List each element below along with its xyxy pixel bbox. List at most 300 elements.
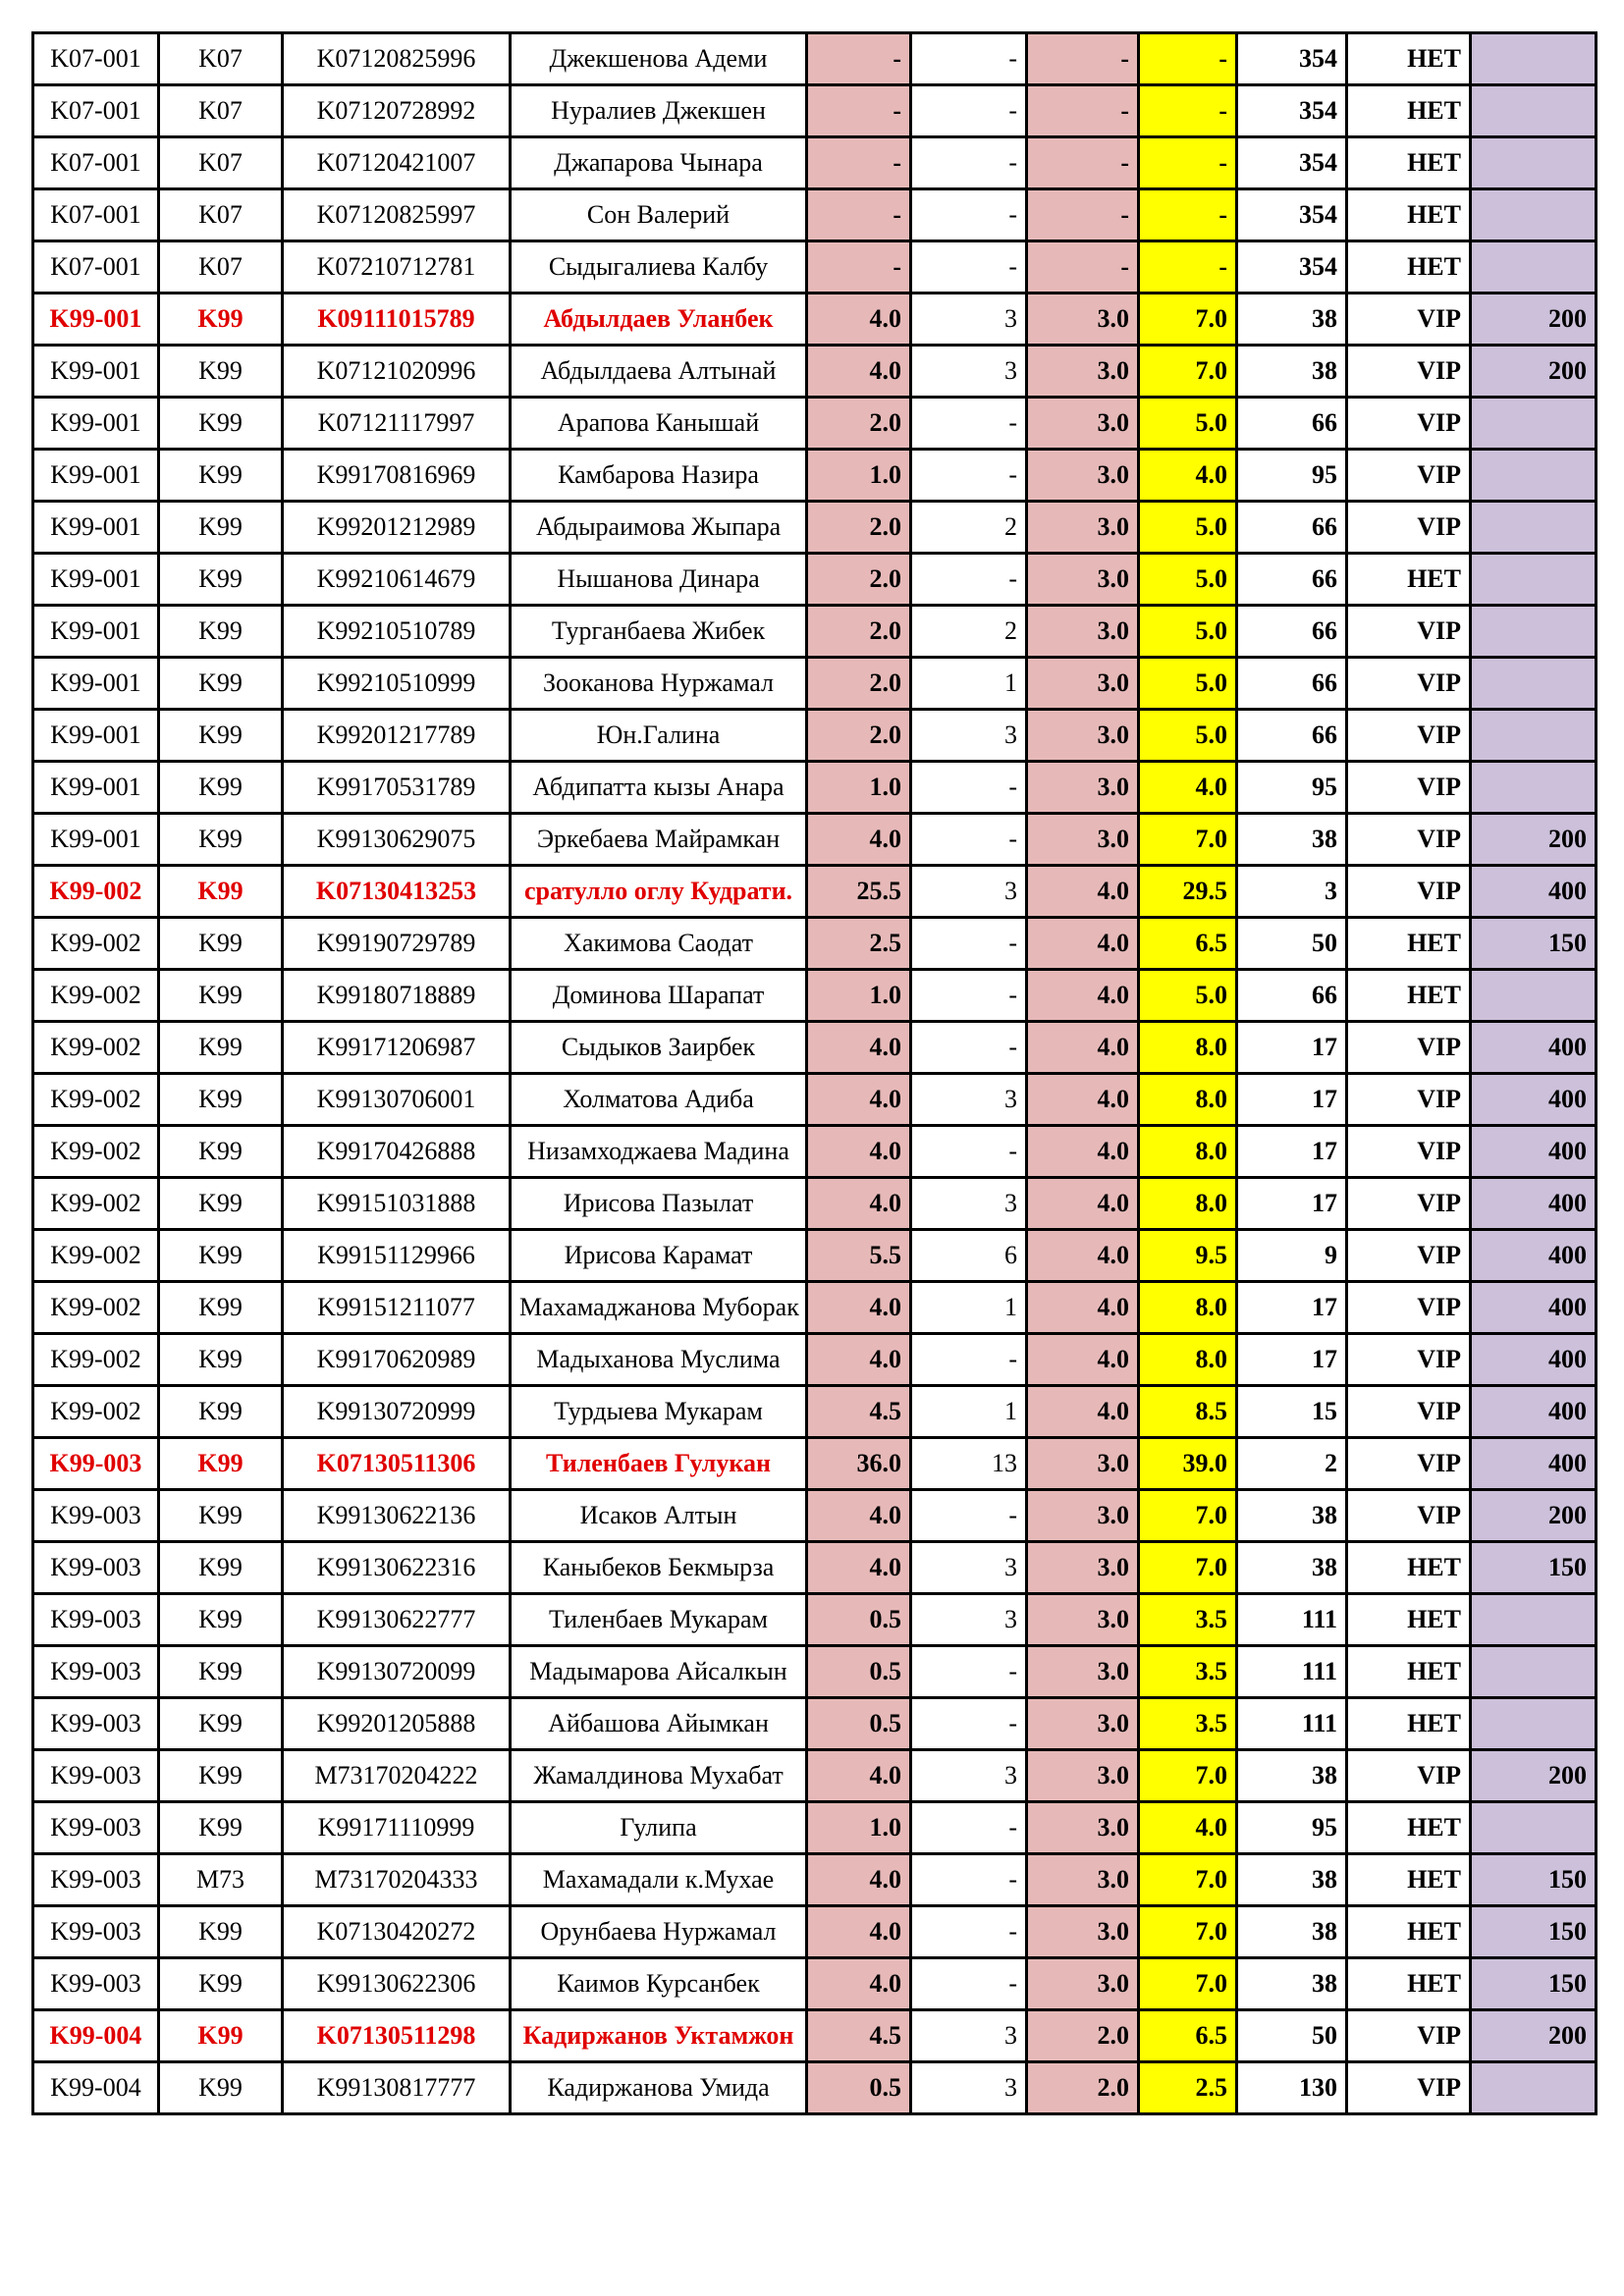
row-value-c-cell: 3.0: [1027, 1958, 1139, 2010]
row-rank-cell: 95: [1237, 450, 1347, 502]
row-rank-cell: 354: [1237, 189, 1347, 241]
row-value-c-cell: 3.0: [1027, 294, 1139, 346]
row-rank-cell: 354: [1237, 85, 1347, 137]
table-row: [33, 2010, 1597, 2062]
table-row: [33, 1906, 1597, 1958]
row-code-cell: K99-003: [33, 1802, 159, 1854]
row-code-cell: K99-002: [33, 1022, 159, 1074]
row-id-cell: K99171110999: [283, 1802, 511, 1854]
row-bonus-cell: [1471, 710, 1597, 762]
row-name-cell: сратулло оглу Кудрати.: [511, 866, 807, 918]
row-code-cell: K99-001: [33, 710, 159, 762]
row-status-cell: НЕТ: [1347, 33, 1471, 85]
row-code-cell: K99-003: [33, 1750, 159, 1802]
row-code-cell: K99-001: [33, 762, 159, 814]
row-bonus-cell: [1471, 554, 1597, 606]
row-value-b-cell: 3: [911, 866, 1027, 918]
row-value-b-cell: 2: [911, 502, 1027, 554]
row-code-cell: K99-001: [33, 554, 159, 606]
row-code-cell: K99-002: [33, 1386, 159, 1438]
row-status-cell: НЕТ: [1347, 189, 1471, 241]
row-status-cell: VIP: [1347, 1230, 1471, 1282]
row-status-cell: НЕТ: [1347, 1958, 1471, 2010]
row-group-cell: K99: [159, 866, 283, 918]
row-status-cell: НЕТ: [1347, 1854, 1471, 1906]
row-value-c-cell: -: [1027, 137, 1139, 189]
row-value-a-cell: -: [807, 241, 911, 294]
row-code-cell: K99-001: [33, 294, 159, 346]
table-row: [33, 85, 1597, 137]
row-name-cell: Низамходжаева Мадина: [511, 1126, 807, 1178]
row-value-b-cell: -: [911, 1854, 1027, 1906]
row-total-cell: 6.5: [1139, 918, 1237, 970]
row-value-c-cell: -: [1027, 33, 1139, 85]
row-id-cell: K99180718889: [283, 970, 511, 1022]
row-bonus-cell: [1471, 606, 1597, 658]
row-status-cell: VIP: [1347, 1438, 1471, 1490]
row-value-b-cell: -: [911, 1022, 1027, 1074]
row-rank-cell: 17: [1237, 1282, 1347, 1334]
row-value-a-cell: 4.0: [807, 1490, 911, 1542]
row-bonus-cell: 400: [1471, 866, 1597, 918]
row-status-cell: VIP: [1347, 398, 1471, 450]
row-value-c-cell: 3.0: [1027, 710, 1139, 762]
row-status-cell: НЕТ: [1347, 1594, 1471, 1646]
row-bonus-cell: 400: [1471, 1178, 1597, 1230]
row-group-cell: K99: [159, 294, 283, 346]
row-total-cell: 8.0: [1139, 1178, 1237, 1230]
row-id-cell: K07120825997: [283, 189, 511, 241]
row-value-a-cell: 4.0: [807, 1854, 911, 1906]
row-name-cell: Орунбаева Нуржамал: [511, 1906, 807, 1958]
row-status-cell: VIP: [1347, 814, 1471, 866]
row-status-cell: VIP: [1347, 710, 1471, 762]
row-group-cell: K99: [159, 1542, 283, 1594]
row-id-cell: K99201212989: [283, 502, 511, 554]
row-name-cell: Джекшенова Адеми: [511, 33, 807, 85]
row-id-cell: K99130622777: [283, 1594, 511, 1646]
row-value-b-cell: -: [911, 1802, 1027, 1854]
row-total-cell: 3.5: [1139, 1594, 1237, 1646]
row-group-cell: K99: [159, 970, 283, 1022]
row-total-cell: 3.5: [1139, 1646, 1237, 1698]
row-value-b-cell: 3: [911, 294, 1027, 346]
row-group-cell: K99: [159, 918, 283, 970]
row-name-cell: Кадиржанов Уктамжон: [511, 2010, 807, 2062]
row-id-cell: K99210614679: [283, 554, 511, 606]
row-total-cell: -: [1139, 137, 1237, 189]
row-bonus-cell: 150: [1471, 1906, 1597, 1958]
row-value-b-cell: -: [911, 85, 1027, 137]
row-code-cell: K99-003: [33, 1594, 159, 1646]
row-rank-cell: 354: [1237, 33, 1347, 85]
row-bonus-cell: [1471, 137, 1597, 189]
table-row: [33, 33, 1597, 85]
table-row: [33, 137, 1597, 189]
row-value-c-cell: 4.0: [1027, 1386, 1139, 1438]
row-code-cell: K99-001: [33, 606, 159, 658]
table-row: [33, 606, 1597, 658]
row-name-cell: Доминова Шарапат: [511, 970, 807, 1022]
row-name-cell: Камбарова Назира: [511, 450, 807, 502]
row-value-a-cell: 1.0: [807, 970, 911, 1022]
row-value-a-cell: 4.0: [807, 346, 911, 398]
row-name-cell: Зооканова Нуржамал: [511, 658, 807, 710]
row-value-c-cell: 3.0: [1027, 502, 1139, 554]
row-id-cell: K07130413253: [283, 866, 511, 918]
row-rank-cell: 38: [1237, 346, 1347, 398]
row-group-cell: K99: [159, 658, 283, 710]
table-row: [33, 970, 1597, 1022]
row-bonus-cell: [1471, 241, 1597, 294]
row-id-cell: K99171206987: [283, 1022, 511, 1074]
row-bonus-cell: 400: [1471, 1074, 1597, 1126]
row-rank-cell: 38: [1237, 1854, 1347, 1906]
table-row: [33, 710, 1597, 762]
row-id-cell: M73170204333: [283, 1854, 511, 1906]
row-name-cell: Айбашова Айымкан: [511, 1698, 807, 1750]
row-total-cell: -: [1139, 241, 1237, 294]
row-value-b-cell: -: [911, 1906, 1027, 1958]
row-total-cell: 5.0: [1139, 710, 1237, 762]
row-code-cell: K99-002: [33, 1178, 159, 1230]
table-row: [33, 398, 1597, 450]
row-bonus-cell: 200: [1471, 2010, 1597, 2062]
row-status-cell: НЕТ: [1347, 554, 1471, 606]
row-value-c-cell: 3.0: [1027, 1490, 1139, 1542]
row-code-cell: K07-001: [33, 241, 159, 294]
row-total-cell: 9.5: [1139, 1230, 1237, 1282]
members-table: [31, 31, 1597, 2115]
row-group-cell: K99: [159, 1022, 283, 1074]
table-row: [33, 1126, 1597, 1178]
row-status-cell: НЕТ: [1347, 1802, 1471, 1854]
row-value-b-cell: 13: [911, 1438, 1027, 1490]
row-value-b-cell: -: [911, 241, 1027, 294]
row-value-b-cell: 3: [911, 2062, 1027, 2114]
row-value-c-cell: 4.0: [1027, 1178, 1139, 1230]
row-id-cell: K99210510999: [283, 658, 511, 710]
row-value-a-cell: 4.0: [807, 1126, 911, 1178]
row-value-a-cell: 4.5: [807, 1386, 911, 1438]
row-value-a-cell: 4.0: [807, 1282, 911, 1334]
row-name-cell: Сыдыков Заирбек: [511, 1022, 807, 1074]
row-status-cell: VIP: [1347, 1282, 1471, 1334]
row-group-cell: K07: [159, 85, 283, 137]
row-name-cell: Мадымарова Айсалкын: [511, 1646, 807, 1698]
row-value-a-cell: 2.5: [807, 918, 911, 970]
row-group-cell: K99: [159, 1282, 283, 1334]
row-value-a-cell: 4.0: [807, 1906, 911, 1958]
row-total-cell: 2.5: [1139, 2062, 1237, 2114]
row-status-cell: VIP: [1347, 1490, 1471, 1542]
row-bonus-cell: 400: [1471, 1022, 1597, 1074]
row-total-cell: 8.0: [1139, 1074, 1237, 1126]
row-value-a-cell: 0.5: [807, 1594, 911, 1646]
row-name-cell: Сыдыгалиева Калбу: [511, 241, 807, 294]
row-value-a-cell: -: [807, 85, 911, 137]
row-bonus-cell: 200: [1471, 1750, 1597, 1802]
row-bonus-cell: [1471, 2062, 1597, 2114]
row-name-cell: Абдылдаева Алтынай: [511, 346, 807, 398]
row-rank-cell: 38: [1237, 1490, 1347, 1542]
row-status-cell: НЕТ: [1347, 1646, 1471, 1698]
row-total-cell: 7.0: [1139, 346, 1237, 398]
row-value-a-cell: 4.0: [807, 1022, 911, 1074]
row-value-b-cell: 1: [911, 1282, 1027, 1334]
row-value-a-cell: 36.0: [807, 1438, 911, 1490]
row-total-cell: 4.0: [1139, 1802, 1237, 1854]
row-rank-cell: 130: [1237, 2062, 1347, 2114]
row-value-b-cell: -: [911, 1958, 1027, 2010]
row-value-a-cell: 2.0: [807, 606, 911, 658]
row-value-a-cell: 4.0: [807, 814, 911, 866]
row-code-cell: K99-003: [33, 1646, 159, 1698]
row-code-cell: K99-001: [33, 346, 159, 398]
row-name-cell: Тиленбаев Мукарам: [511, 1594, 807, 1646]
row-group-cell: K99: [159, 710, 283, 762]
row-id-cell: K99170620989: [283, 1334, 511, 1386]
row-rank-cell: 95: [1237, 1802, 1347, 1854]
row-total-cell: 8.5: [1139, 1386, 1237, 1438]
table-row: [33, 918, 1597, 970]
row-id-cell: K99130622316: [283, 1542, 511, 1594]
row-name-cell: Нышанова Динара: [511, 554, 807, 606]
row-rank-cell: 111: [1237, 1594, 1347, 1646]
row-value-b-cell: 3: [911, 1750, 1027, 1802]
table-row: [33, 554, 1597, 606]
row-id-cell: K07210712781: [283, 241, 511, 294]
row-total-cell: 4.0: [1139, 450, 1237, 502]
row-id-cell: K99170426888: [283, 1126, 511, 1178]
row-id-cell: K07130511306: [283, 1438, 511, 1490]
row-value-a-cell: 25.5: [807, 866, 911, 918]
row-id-cell: K07130420272: [283, 1906, 511, 1958]
row-rank-cell: 66: [1237, 502, 1347, 554]
row-name-cell: Нуралиев Джекшен: [511, 85, 807, 137]
row-code-cell: K99-004: [33, 2062, 159, 2114]
row-bonus-cell: 400: [1471, 1386, 1597, 1438]
row-name-cell: Каныбеков Бекмырза: [511, 1542, 807, 1594]
row-bonus-cell: [1471, 450, 1597, 502]
row-id-cell: K99130629075: [283, 814, 511, 866]
row-id-cell: K07120421007: [283, 137, 511, 189]
row-bonus-cell: [1471, 1802, 1597, 1854]
row-group-cell: K99: [159, 554, 283, 606]
table-row: [33, 346, 1597, 398]
row-rank-cell: 66: [1237, 658, 1347, 710]
row-group-cell: K99: [159, 1802, 283, 1854]
row-value-b-cell: -: [911, 1698, 1027, 1750]
row-value-a-cell: 5.5: [807, 1230, 911, 1282]
row-total-cell: 5.0: [1139, 658, 1237, 710]
row-name-cell: Кадиржанова Умида: [511, 2062, 807, 2114]
row-bonus-cell: 200: [1471, 294, 1597, 346]
row-id-cell: K07121117997: [283, 398, 511, 450]
row-rank-cell: 38: [1237, 294, 1347, 346]
row-name-cell: Хакимова Саодат: [511, 918, 807, 970]
row-value-c-cell: 2.0: [1027, 2010, 1139, 2062]
row-name-cell: Юн.Галина: [511, 710, 807, 762]
row-total-cell: 7.0: [1139, 1958, 1237, 2010]
row-bonus-cell: 200: [1471, 814, 1597, 866]
table-row: [33, 1802, 1597, 1854]
row-bonus-cell: 150: [1471, 1542, 1597, 1594]
row-name-cell: Махамаджанова Муборак: [511, 1282, 807, 1334]
row-code-cell: K99-003: [33, 1958, 159, 2010]
table-row: [33, 1490, 1597, 1542]
row-bonus-cell: [1471, 85, 1597, 137]
table-row: [33, 1594, 1597, 1646]
row-rank-cell: 38: [1237, 814, 1347, 866]
row-group-cell: K99: [159, 1386, 283, 1438]
row-status-cell: VIP: [1347, 294, 1471, 346]
row-status-cell: VIP: [1347, 502, 1471, 554]
row-code-cell: K99-003: [33, 1906, 159, 1958]
row-value-c-cell: 3.0: [1027, 1854, 1139, 1906]
row-id-cell: K99210510789: [283, 606, 511, 658]
table-row: [33, 1230, 1597, 1282]
row-id-cell: K07120825996: [283, 33, 511, 85]
row-group-cell: K99: [159, 346, 283, 398]
row-group-cell: K99: [159, 1074, 283, 1126]
row-value-b-cell: -: [911, 137, 1027, 189]
row-bonus-cell: [1471, 33, 1597, 85]
row-rank-cell: 17: [1237, 1126, 1347, 1178]
row-code-cell: K99-004: [33, 2010, 159, 2062]
row-total-cell: 6.5: [1139, 2010, 1237, 2062]
row-status-cell: VIP: [1347, 866, 1471, 918]
row-bonus-cell: [1471, 658, 1597, 710]
table-row: [33, 502, 1597, 554]
row-rank-cell: 66: [1237, 554, 1347, 606]
row-status-cell: НЕТ: [1347, 85, 1471, 137]
row-value-c-cell: 3.0: [1027, 1698, 1139, 1750]
row-status-cell: VIP: [1347, 346, 1471, 398]
row-total-cell: 7.0: [1139, 294, 1237, 346]
row-value-c-cell: 3.0: [1027, 346, 1139, 398]
row-value-c-cell: -: [1027, 189, 1139, 241]
row-value-b-cell: 1: [911, 658, 1027, 710]
table-row: [33, 814, 1597, 866]
row-total-cell: 5.0: [1139, 606, 1237, 658]
row-rank-cell: 38: [1237, 1906, 1347, 1958]
row-total-cell: 5.0: [1139, 970, 1237, 1022]
row-bonus-cell: 400: [1471, 1126, 1597, 1178]
row-id-cell: K99130817777: [283, 2062, 511, 2114]
row-id-cell: K99170816969: [283, 450, 511, 502]
row-status-cell: НЕТ: [1347, 1906, 1471, 1958]
row-id-cell: K99151211077: [283, 1282, 511, 1334]
row-value-c-cell: 2.0: [1027, 2062, 1139, 2114]
table-row: [33, 1334, 1597, 1386]
row-code-cell: K99-001: [33, 658, 159, 710]
row-value-b-cell: 3: [911, 1542, 1027, 1594]
row-name-cell: Мадыханова Муслима: [511, 1334, 807, 1386]
row-id-cell: K07121020996: [283, 346, 511, 398]
row-group-cell: K99: [159, 1334, 283, 1386]
row-value-c-cell: 3.0: [1027, 658, 1139, 710]
table-row: [33, 1074, 1597, 1126]
row-value-c-cell: 3.0: [1027, 762, 1139, 814]
row-value-b-cell: -: [911, 398, 1027, 450]
row-group-cell: K99: [159, 2062, 283, 2114]
row-status-cell: НЕТ: [1347, 918, 1471, 970]
row-name-cell: Тиленбаев Гулукан: [511, 1438, 807, 1490]
row-group-cell: K99: [159, 1750, 283, 1802]
row-name-cell: Холматова Адиба: [511, 1074, 807, 1126]
row-rank-cell: 354: [1237, 137, 1347, 189]
row-value-c-cell: 3.0: [1027, 1906, 1139, 1958]
row-total-cell: 7.0: [1139, 1490, 1237, 1542]
row-status-cell: НЕТ: [1347, 1698, 1471, 1750]
row-bonus-cell: [1471, 1646, 1597, 1698]
row-group-cell: K99: [159, 1230, 283, 1282]
row-name-cell: Абдылдаев Уланбек: [511, 294, 807, 346]
row-value-c-cell: 3.0: [1027, 1646, 1139, 1698]
row-status-cell: НЕТ: [1347, 970, 1471, 1022]
row-value-a-cell: 2.0: [807, 398, 911, 450]
row-rank-cell: 66: [1237, 710, 1347, 762]
table-row: [33, 1438, 1597, 1490]
row-value-c-cell: 4.0: [1027, 1282, 1139, 1334]
row-total-cell: 5.0: [1139, 398, 1237, 450]
row-value-c-cell: 4.0: [1027, 1074, 1139, 1126]
table-row: [33, 762, 1597, 814]
row-value-a-cell: 2.0: [807, 710, 911, 762]
row-value-c-cell: -: [1027, 85, 1139, 137]
row-id-cell: M73170204222: [283, 1750, 511, 1802]
row-status-cell: VIP: [1347, 606, 1471, 658]
row-total-cell: 8.0: [1139, 1334, 1237, 1386]
row-value-b-cell: -: [911, 970, 1027, 1022]
row-name-cell: Ирисова Карамат: [511, 1230, 807, 1282]
row-bonus-cell: [1471, 1698, 1597, 1750]
table-row: [33, 1022, 1597, 1074]
row-value-a-cell: -: [807, 189, 911, 241]
table-row: [33, 1646, 1597, 1698]
row-id-cell: K99190729789: [283, 918, 511, 970]
row-value-a-cell: 1.0: [807, 1802, 911, 1854]
row-value-c-cell: 3.0: [1027, 814, 1139, 866]
row-value-a-cell: 4.0: [807, 1178, 911, 1230]
row-code-cell: K07-001: [33, 33, 159, 85]
table-row: [33, 658, 1597, 710]
row-rank-cell: 38: [1237, 1958, 1347, 2010]
row-value-c-cell: 3.0: [1027, 1594, 1139, 1646]
table-row: [33, 189, 1597, 241]
row-bonus-cell: 400: [1471, 1230, 1597, 1282]
row-name-cell: Эркебаева Майрамкан: [511, 814, 807, 866]
row-total-cell: -: [1139, 189, 1237, 241]
row-code-cell: K99-002: [33, 866, 159, 918]
row-value-c-cell: 4.0: [1027, 1126, 1139, 1178]
row-total-cell: 3.5: [1139, 1698, 1237, 1750]
row-rank-cell: 17: [1237, 1178, 1347, 1230]
row-value-c-cell: 3.0: [1027, 1802, 1139, 1854]
row-id-cell: K99130720099: [283, 1646, 511, 1698]
row-group-cell: K99: [159, 1958, 283, 2010]
row-code-cell: K99-003: [33, 1854, 159, 1906]
row-value-c-cell: 4.0: [1027, 970, 1139, 1022]
row-name-cell: Ирисова Пазылат: [511, 1178, 807, 1230]
row-status-cell: VIP: [1347, 1750, 1471, 1802]
row-value-b-cell: -: [911, 189, 1027, 241]
row-value-c-cell: 3.0: [1027, 606, 1139, 658]
row-group-cell: K99: [159, 814, 283, 866]
row-value-c-cell: 4.0: [1027, 918, 1139, 970]
row-id-cell: K99201205888: [283, 1698, 511, 1750]
